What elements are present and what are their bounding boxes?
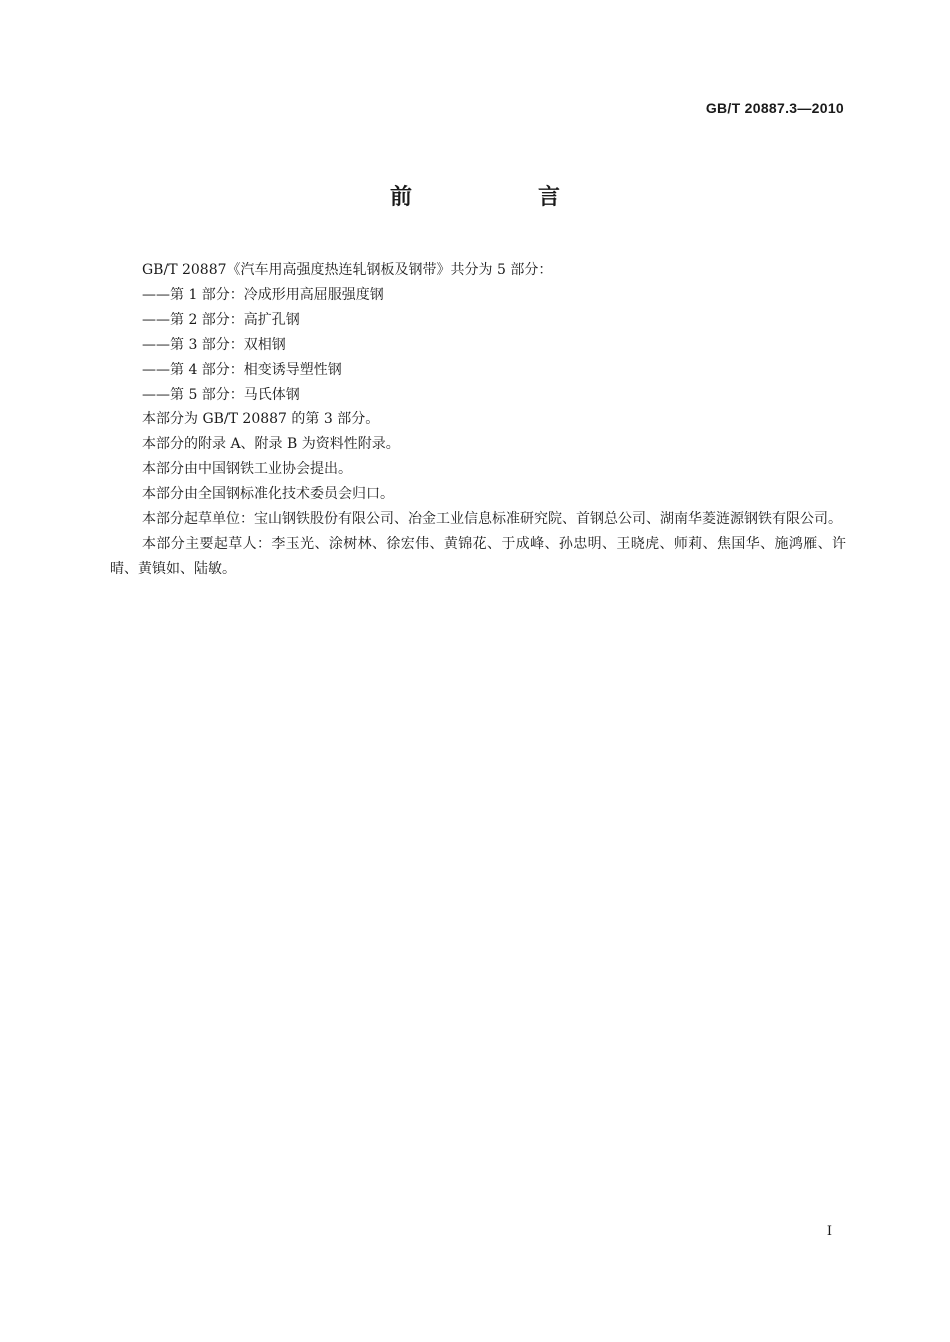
- standard-number: GB/T 20887.3—2010: [705, 100, 844, 116]
- part-statement: 本部分为 GB/T 20887 的第 3 部分。: [142, 411, 380, 428]
- page-number: I: [826, 1224, 832, 1239]
- list-item-part-4: ——第 4 部分：相变诱导塑性钢: [142, 361, 342, 378]
- drafters-paragraph: 本部分主要起草人：李玉光、涂树林、徐宏伟、黄锦花、于成峰、孙忠明、王晓虎、师莉、焦国华、施鸿雁、许晴、黄镇如、陆敏。: [110, 535, 846, 577]
- annex-statement: 本部分的附录 A、附录 B 为资料性附录。: [142, 436, 400, 453]
- list-item-part-1: ——第 1 部分：冷成形用高屈服强度钢: [142, 286, 384, 303]
- list-item-part-5: ——第 5 部分：马氏体钢: [142, 386, 300, 403]
- drafting-units-paragraph: 本部分起草单位：宝山钢铁股份有限公司、冶金工业信息标准研究院、首钢总公司、湖南华菱涟源钢铁有限公司。: [142, 511, 842, 528]
- committee-statement: 本部分由全国钢标准化技术委员会归口。: [142, 486, 394, 503]
- foreword-body: [110, 258, 846, 582]
- page-title: 前 言: [389, 185, 612, 210]
- proposer-statement: 本部分由中国钢铁工业协会提出。: [142, 461, 352, 478]
- intro-paragraph: GB/T 20887《汽车用高强度热连轧钢板及钢带》共分为 5 部分：: [142, 262, 553, 278]
- list-item-part-2: ——第 2 部分：高扩孔钢: [142, 311, 300, 328]
- list-item-part-3: ——第 3 部分：双相钢: [142, 336, 286, 353]
